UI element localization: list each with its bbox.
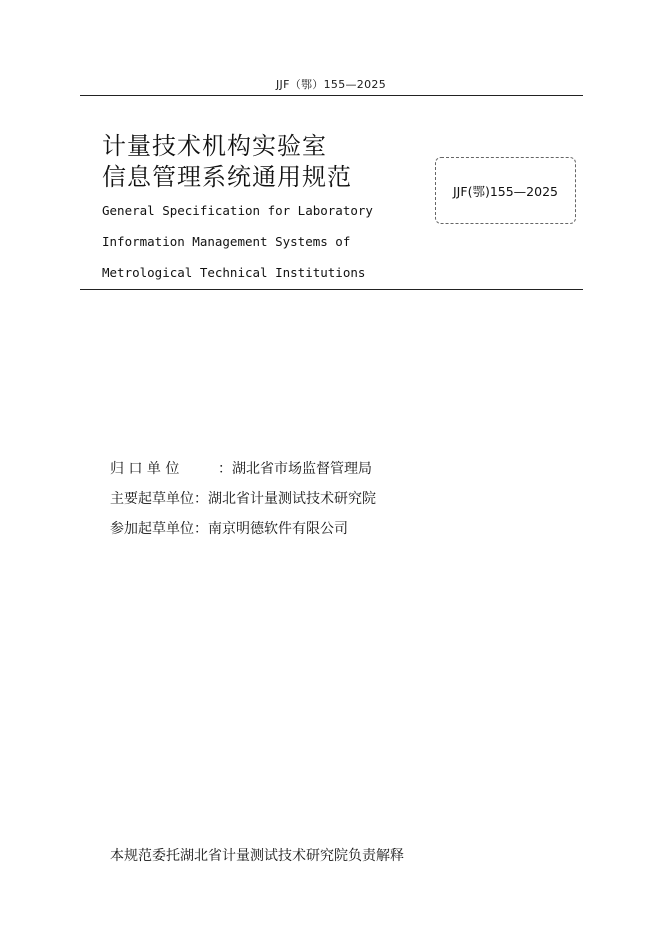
centralized-unit-value: 湖北省市场监督管理局 [232,461,372,477]
title-english-line-1: General Specification for Laboratory [102,203,373,218]
participating-unit-label: 参加起草单位 [110,521,194,537]
main-drafting-unit-label: 主要起草单位 [110,491,194,507]
title-chinese-line-2: 信息管理系统通用规范 [102,163,352,191]
main-drafting-unit-row [110,488,376,508]
main-drafting-unit-value: 湖北省计量测试技术研究院 [208,491,376,507]
specification-code: JJF(鄂)155—2025 [453,183,558,199]
centralized-unit-row [110,458,372,478]
label-char: 位 [165,461,180,477]
label-char: 口 [128,461,143,477]
label-colon: ： [194,491,208,507]
centralized-unit-label [110,458,218,478]
label-colon: ： [194,521,208,537]
title-divider [80,289,583,290]
title-english-line-3: Metrological Technical Institutions [102,265,366,280]
label-char: 归 [110,461,124,477]
interpretation-note: 本规范委托湖北省计量测试技术研究院负责解释 [110,848,404,864]
header-document-code: JJF（鄂）155—2025 [275,78,386,91]
header-divider [80,95,583,96]
label-char: 单 [146,461,161,477]
title-chinese-line-1: 计量技术机构实验室 [102,132,327,160]
specification-code-box [435,157,576,224]
title-english-line-2: Information Management Systems of [102,234,351,249]
participating-unit-row [110,518,348,538]
label-colon: ： [218,461,232,477]
participating-unit-value: 南京明德软件有限公司 [208,521,348,537]
